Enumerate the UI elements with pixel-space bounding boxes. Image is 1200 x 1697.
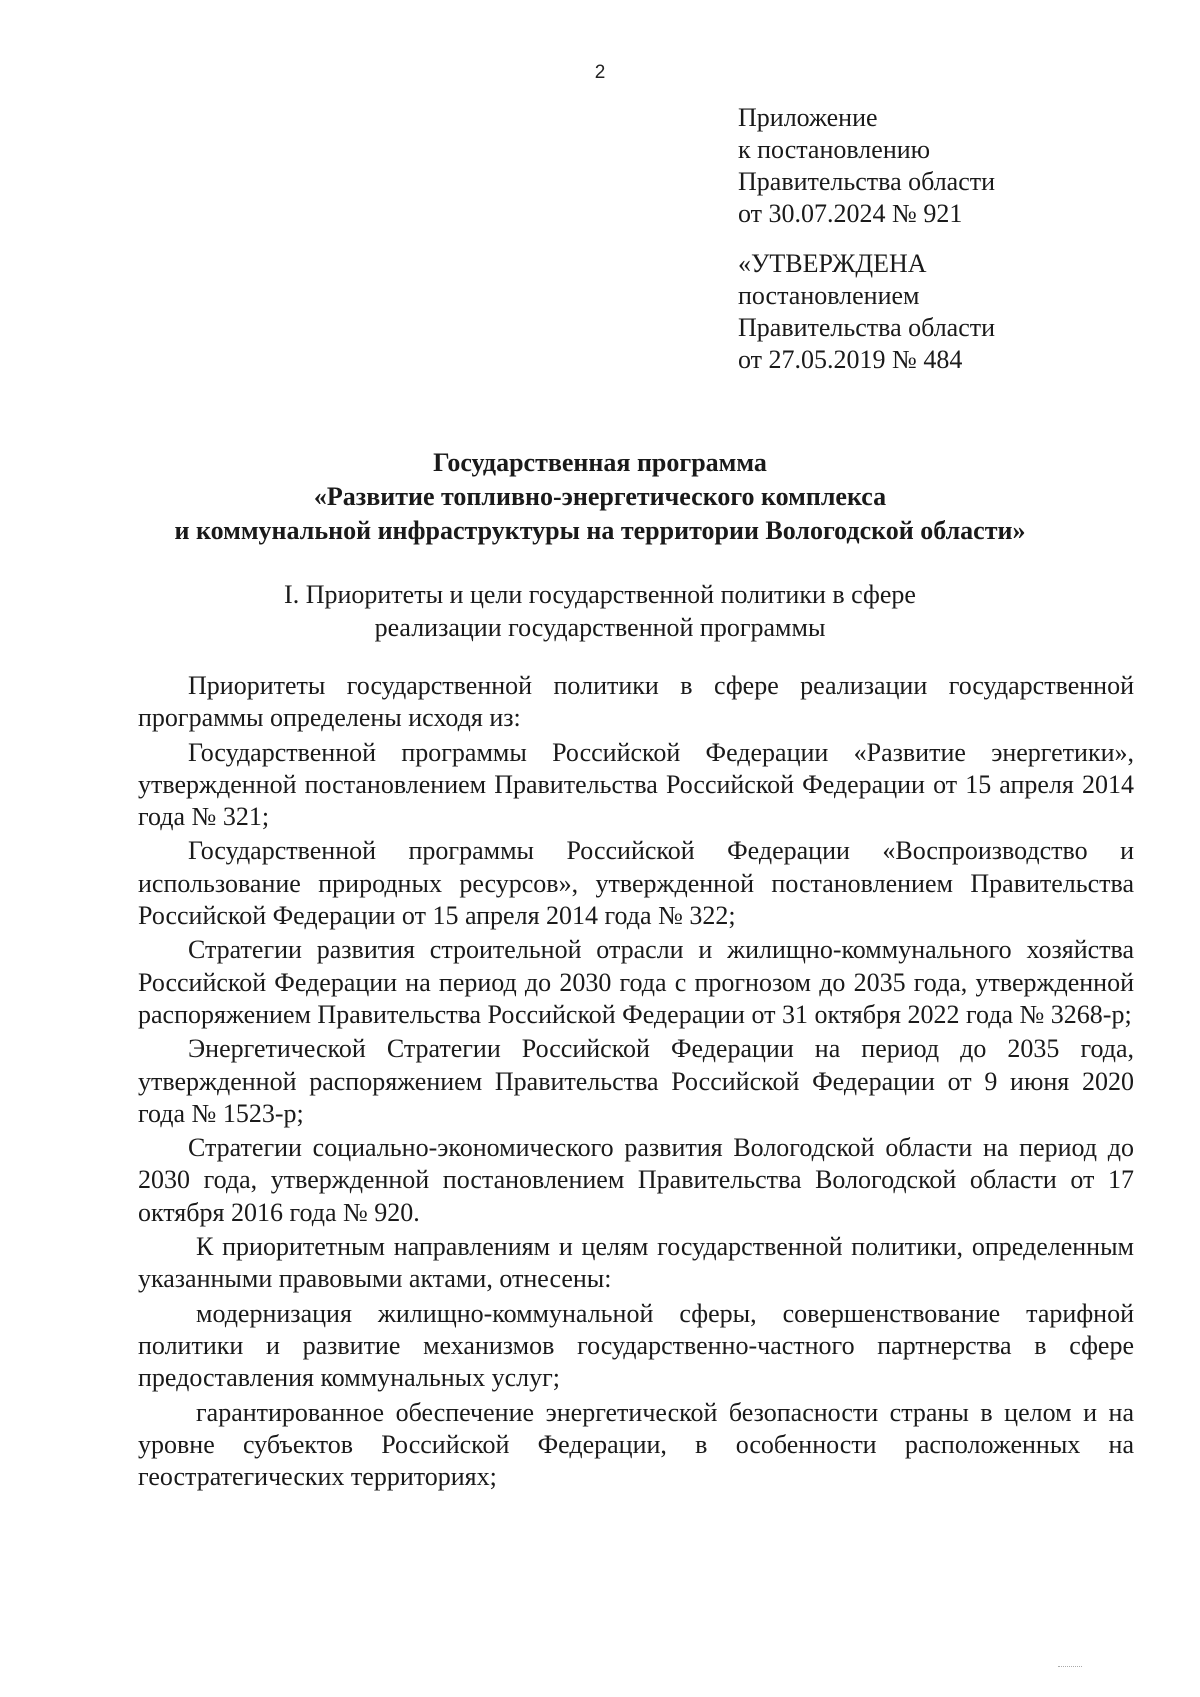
appendix-line: Приложение — [738, 103, 878, 132]
scan-corner-mark — [1058, 1666, 1082, 1675]
approved-line: Правительства области — [738, 313, 996, 342]
title-line: Государственная программа — [433, 448, 767, 477]
title-line: «Развитие топливно-энергетического комплекса — [313, 482, 887, 511]
approved-line: «УТВЕРЖДЕНА — [738, 249, 927, 278]
approved-block — [738, 248, 995, 376]
section-heading-line: реализации государственной программы — [374, 613, 826, 642]
document-body — [138, 670, 1134, 1495]
body-paragraph: модернизация жилищно-коммунальной сферы, совершенствование тарифной политики и развитие механизмов государственно-частного партнерства в сфере предоставления коммунальных услуг; — [138, 1298, 1134, 1393]
appendix-line: Правительства области — [738, 167, 996, 196]
body-paragraph: Государственной программы Российской Федерации «Развитие энергетики», утвержденной постановлением Правительства Российской Федерации от 15 апреля 2014 года № 321; — [138, 737, 1134, 832]
body-paragraph: К приоритетным направлениям и целям государственной политики, определенным указанными правовыми актами, отнесены: — [138, 1232, 1134, 1294]
section-heading — [0, 578, 1200, 644]
body-paragraph: Стратегии социально-экономического развития Вологодской области на период до 2030 года, утвержденной постановлением Правительства Вологодской области от 17 октября 2016 года № 920. — [138, 1133, 1134, 1227]
body-paragraph: гарантированное обеспечение энергетической безопасности страны в целом и на уровне субъектов Российской Федерации, в особенности расположенных на геостратегических территориях; — [138, 1397, 1134, 1492]
appendix-line: от 30.07.2024 № 921 — [738, 199, 963, 228]
body-paragraph: Стратегии развития строительной отрасли и жилищно-коммунального хозяйства Российской Федерации на период до 2030 года с прогнозом до 2035 года, утвержденной распоряжением Правительства Российской Федерации от 31 октября 2022 года № 3268-р; — [138, 935, 1134, 1029]
appendix-block — [738, 102, 995, 230]
body-paragraph: Энергетической Стратегии Российской Федерации на период до 2035 года, утвержденной распоряжением Правительства Российской Федерации от 9 июня 2020 года № 1523-р; — [138, 1034, 1134, 1128]
document-title — [0, 446, 1200, 548]
section-heading-line: I. Приоритеты и цели государственной политики в сфере — [284, 580, 916, 609]
title-line: и коммунальной инфраструктуры на территории Вологодской области» — [174, 516, 1026, 545]
body-paragraph: Приоритеты государственной политики в сфере реализации государственной программы определены исходя из: — [138, 671, 1134, 733]
page-number: 2 — [594, 62, 606, 83]
appendix-line: к постановлению — [738, 135, 931, 164]
approved-line: от 27.05.2019 № 484 — [738, 345, 963, 374]
body-paragraph: Государственной программы Российской Федерации «Воспроизводство и использование природных ресурсов», утвержденной постановлением Правительства Российской Федерации от 15 апреля 2014 года № 322; — [138, 836, 1134, 931]
approved-line: постановлением — [738, 281, 920, 310]
